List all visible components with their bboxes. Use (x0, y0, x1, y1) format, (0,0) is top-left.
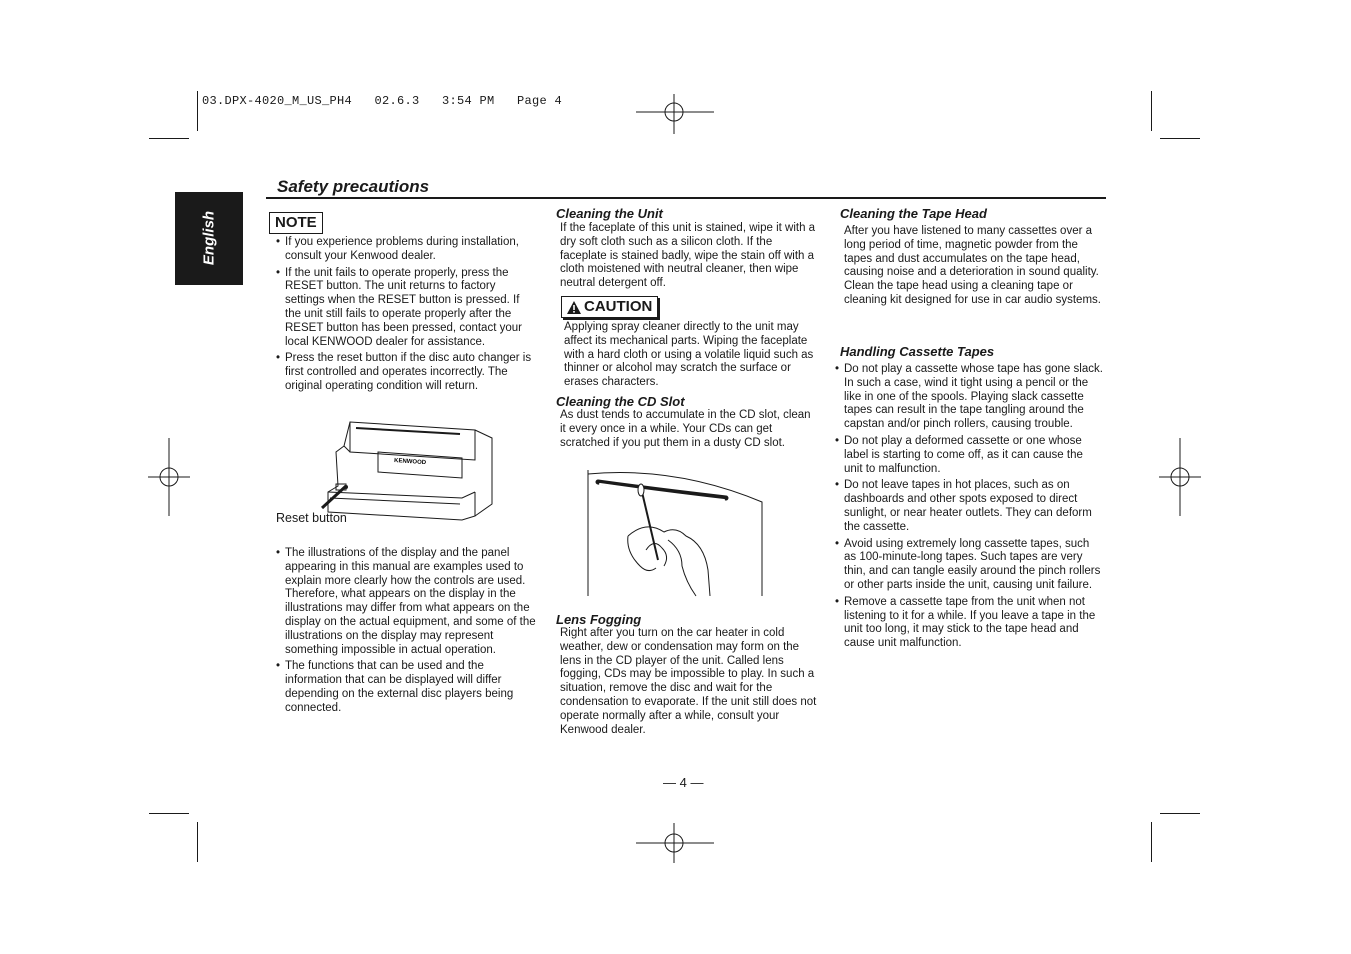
list-item: • Do not play a deformed cassette or one whose label is starting to come off, as it can cause the unit to malfunction. (835, 435, 1103, 476)
language-tab (175, 192, 243, 285)
caution-text-label: CAUTION (584, 298, 653, 315)
text-cleaning-unit: If the faceplate of this unit is stained, wipe it with a dry soft cloth such as a silicon cloth. If the faceplate is stained badly, wipe the stain off with a cloth moistened with neutral cleaner, then wipe neutral detergent off. (560, 222, 816, 290)
list-item: • The functions that can be used and the information that can be displayed will differ depending on the external disc players being connected. (276, 660, 538, 715)
crop-mark (197, 91, 198, 131)
list-item: • If you experience problems during installation, consult your Kenwood dealer. (276, 236, 538, 264)
page-title: Safety precautions (277, 177, 430, 196)
heading-handling-tapes: Handling Cassette Tapes (840, 344, 995, 359)
crop-mark (1160, 138, 1200, 139)
list-item: • Do not play a cassette whose tape has gone slack. In such a case, wind it tight using a pencil or the like in one of the spools. Playing slack cassette tapes can result in the tape tangling around the capstan and/or pinch rollers, causing trouble. (835, 363, 1103, 432)
caution-label (561, 296, 658, 318)
heading-cd-slot: Cleaning the CD Slot (556, 394, 685, 409)
list-item: • Press the reset button if the disc auto changer is first controlled and operates incorrectly. The original operating condition will return. (276, 352, 538, 393)
crop-mark (1151, 91, 1152, 131)
text-lens-fogging: Right after you turn on the car heater in cold weather, dew or condensation may form on the lens in the CD player of the unit. Called lens fogging, CDs may be impossible to play. In such a situation, remove the disc and wait for the condensation to evaporate. If the unit still does not operate normally after a while, consult your Kenwood dealer. (560, 627, 817, 736)
warning-icon (567, 301, 581, 314)
crop-mark (149, 138, 189, 139)
note-list-b (276, 547, 538, 719)
note-label: NOTE (269, 212, 323, 234)
heading-tape-head: Cleaning the Tape Head (840, 206, 987, 221)
text-caution: Applying spray cleaner directly to the unit may affect its mechanical parts. Wiping the faceplate with a hard cloth or using a volatile liquid such as thinner or alcohol may scratch the surface or erases characters. (564, 321, 814, 389)
note-list-a (276, 236, 538, 397)
list-item: • The illustrations of the display and the panel appearing in this manual are examples used to explain more clearly how the controls are used. Therefore, what appears on the display in the illustrations may differ from what appears on the display on the actual equipment, and some of the illustrations on the display may represent something impossible in actual operation. (276, 547, 538, 657)
list-item: • Do not leave tapes in hot places, such as on dashboards and other spots exposed to direct sunlight, or near heater outlets. They can deform the cassette. (835, 479, 1103, 534)
heading-lens-fogging: Lens Fogging (556, 612, 642, 627)
text-tape-head: After you have listened to many cassettes over a long period of time, magnetic powder from the tapes and dust accumulates on the tape head, causing noise and a deterioration in sound quality. Clean the tape head using a cleaning tape or cleaning kit designed for use in car audio systems. (844, 225, 1101, 306)
illustration-caption: Reset button (276, 511, 347, 525)
text-cd-slot: As dust tends to accumulate in the CD slot, clean it every once in a while. Your CDs can get scratched if you put them in a dusty CD slot. (560, 409, 811, 449)
registration-mark-right (1159, 438, 1201, 516)
crop-mark (197, 822, 198, 862)
page-number: — 4 — (663, 775, 704, 790)
cd-slot-cleaning-illustration (586, 470, 766, 600)
registration-mark-bottom (636, 823, 714, 863)
list-item: • If the unit fails to operate properly, press the RESET button. The unit returns to factory settings when the RESET button is pressed. If the unit still fails to operate properly after the RESET button has been pressed, contact your local KENWOOD dealer for assistance. (276, 267, 538, 350)
title-rule (266, 197, 1106, 199)
registration-mark-left (148, 438, 190, 516)
list-item: • Avoid using extremely long cassette tapes, such as 100-minute-long tapes. Such tapes are very thin, and can tangle easily around the pinch rollers or other parts inside the unit, causing unit failure. (835, 538, 1103, 593)
handling-list (835, 363, 1103, 654)
crop-mark (1151, 822, 1152, 862)
crop-mark (149, 813, 189, 814)
print-slug: 03.DPX-4020_M_US_PH4 02.6.3 3:54 PM Page 4 (202, 94, 563, 108)
list-item: • Remove a cassette tape from the unit when not listening to it for a while. If you leave a tape in the unit too long, it may stick to the tape head and cause unit malfunction. (835, 596, 1103, 651)
heading-cleaning-unit: Cleaning the Unit (556, 206, 663, 221)
brand-label: KENWOOD (393, 458, 427, 467)
crop-mark (1160, 813, 1200, 814)
language-label: English (200, 210, 218, 266)
registration-mark-top (636, 94, 714, 134)
